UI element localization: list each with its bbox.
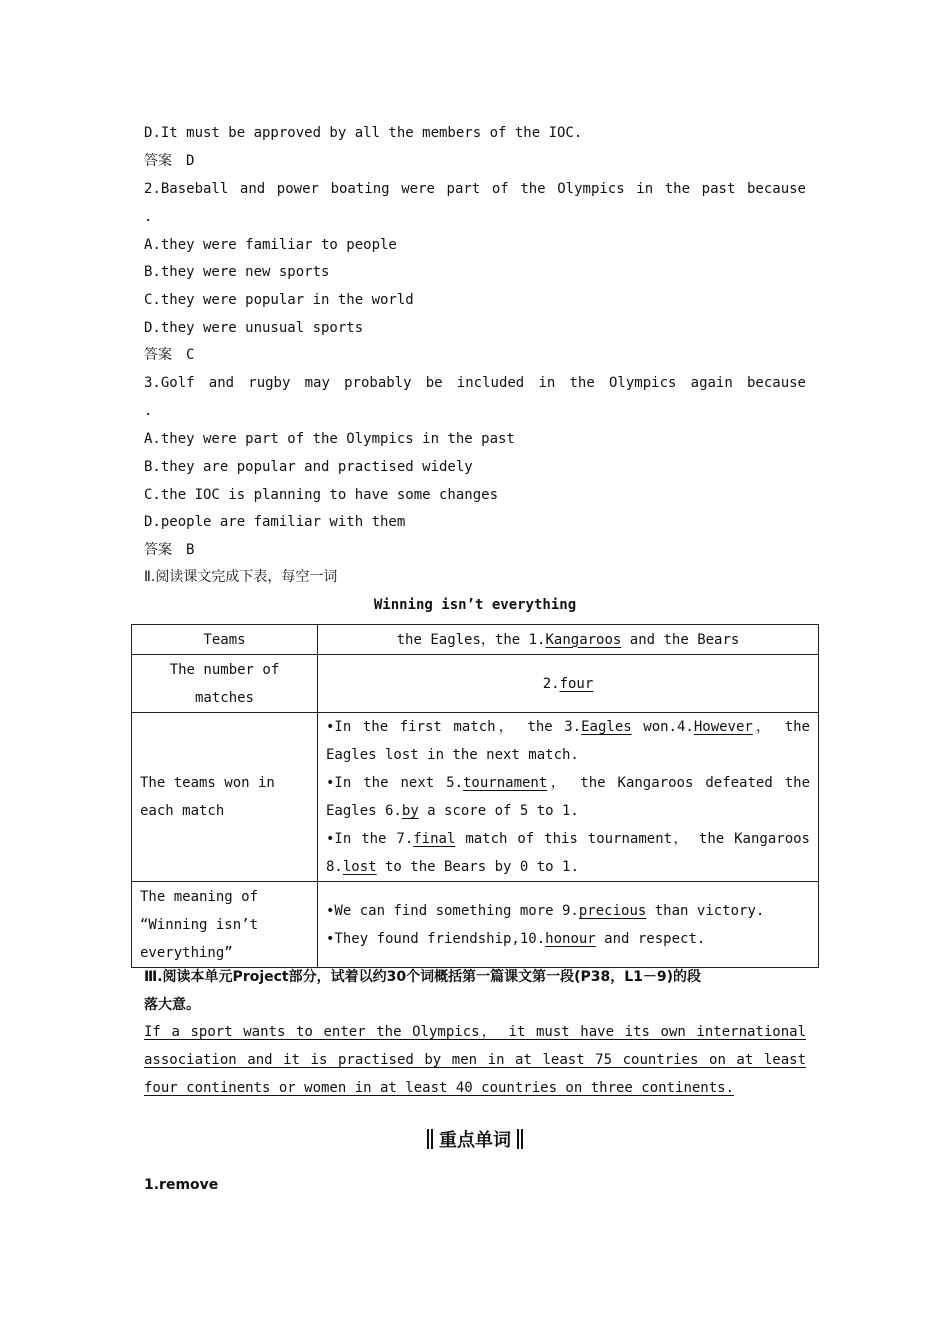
answer-9: precious [578, 902, 647, 919]
answer-label: 答案 [144, 347, 172, 363]
key-word-item-1: 1.remove [144, 1177, 219, 1193]
key-words-heading [0, 1126, 950, 1156]
teams-won-line-3: •In the next 5.tournament， the Kangaroos defeated the [326, 775, 810, 791]
teams-won-label-l1: The teams won in [140, 775, 275, 791]
teams-won-value [318, 713, 819, 882]
answer-4: However [693, 719, 753, 735]
answer-7: final [413, 831, 456, 847]
teams-won-line-1: •In the first match， the 3.Eagles won.4.However， the [326, 719, 810, 735]
q1-answer-line [144, 147, 806, 175]
teams-post: and the Bears [621, 631, 740, 648]
answer-value: D [186, 153, 195, 169]
meaning-label-l3: everything” [140, 944, 233, 961]
teams-won-label [132, 713, 318, 882]
meaning-label-l1: The meaning of [140, 888, 259, 905]
q2-option-d: D.they were unusual sports [144, 320, 364, 336]
section-2-heading: Ⅱ.阅读课文完成下表，每空一词 [144, 569, 338, 585]
table-row-number-of-matches [132, 655, 819, 713]
summary-line-3: four continents or women in at least 40 countries on three continents. [144, 1080, 735, 1096]
q2-option-b: B.they were new sports [144, 264, 330, 280]
section-3-heading-line-2: 落大意。 [144, 997, 200, 1013]
meaning-line-2: •They found friendship,10.honour and respect. [326, 930, 706, 947]
q2-stem: 2.Baseball and power boating were part of the Olympics in the past because [144, 181, 806, 197]
teams-won-line-5: •In the 7.final match of this tournament， the Kangaroos [326, 831, 810, 847]
matches-value [318, 655, 819, 713]
table-row-teams [132, 625, 819, 655]
q2-answer-line [144, 341, 806, 369]
summary-answer [144, 1018, 806, 1102]
matches-pre: 2. [542, 675, 560, 692]
teams-won-label-l2: each match [140, 803, 225, 819]
answer-1: Kangaroos [545, 631, 622, 648]
answer-label: 答案 [144, 542, 172, 558]
meaning-label-l2: “Winning isn’t [140, 916, 259, 933]
teams-won-line-4: Eagles 6.by a score of 5 to 1. [326, 803, 579, 819]
meaning-value [318, 882, 819, 968]
q3-stem: 3.Golf and rugby may probably be included in the Olympics again because [144, 375, 806, 391]
answer-2: four [559, 675, 594, 692]
double-bar-icon [517, 1129, 523, 1149]
matches-label-l2: matches [194, 689, 254, 706]
matches-label [132, 655, 318, 713]
summary-table [131, 624, 819, 968]
table-row-teams-won [132, 713, 819, 882]
double-bar-icon [427, 1129, 433, 1149]
q3-option-d: D.people are familiar with them [144, 514, 406, 530]
key-words-title: 重点单词 [439, 1130, 511, 1151]
answer-label: 答案 [144, 153, 172, 169]
q1-option-d: D.It must be approved by all the members of the IOC. [144, 125, 583, 141]
q2-blank: . [144, 209, 153, 225]
matches-label-l1: The number of [169, 661, 280, 678]
teams-value [318, 625, 819, 655]
teams-pre: the Eagles，the 1. [396, 631, 546, 648]
answer-8: lost [342, 859, 377, 875]
table-row-meaning [132, 882, 819, 968]
section-3-heading-line-1: Ⅲ.阅读本单元Project部分，试着以约30个词概括第一篇课文第一段(P38，L1－9)的段 [144, 969, 702, 985]
meaning-label [132, 882, 318, 968]
q3-answer-line [144, 536, 806, 564]
table-title: Winning isn’t everything [373, 597, 577, 613]
teams-won-line-6: 8.lost to the Bears by 0 to 1. [326, 859, 579, 875]
answer-10: honour [545, 930, 596, 947]
answer-5: tournament [463, 775, 548, 791]
meaning-line-1: •We can find something more 9.precious than victory. [326, 902, 765, 919]
q2-option-a: A.they were familiar to people [144, 237, 397, 253]
answer-value: B [186, 542, 195, 558]
teams-won-line-2: Eagles lost in the next match. [326, 747, 579, 763]
answer-6: by [401, 803, 419, 819]
q3-option-b: B.they are popular and practised widely [144, 459, 473, 475]
teams-label: Teams [132, 625, 318, 655]
answer-3: Eagles [581, 719, 632, 735]
q3-blank: . [144, 403, 153, 419]
summary-line-2: association and it is practised by men in at least 75 countries on at least [144, 1052, 806, 1068]
q3-option-a: A.they were part of the Olympics in the past [144, 431, 515, 447]
answer-value: C [186, 347, 195, 363]
q2-option-c: C.they were popular in the world [144, 292, 414, 308]
summary-line-1: If a sport wants to enter the Olympics， it must have its own international [144, 1024, 806, 1040]
q3-option-c: C.the IOC is planning to have some changes [144, 487, 499, 503]
